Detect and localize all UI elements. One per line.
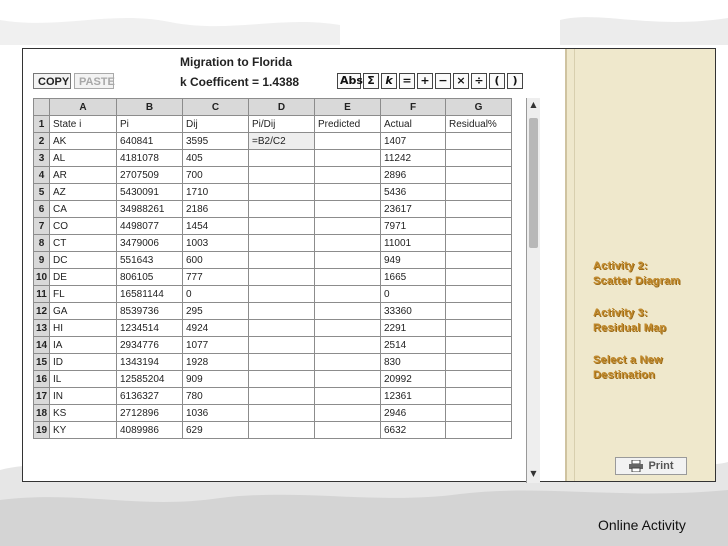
cell-g1[interactable]: Residual% [446,116,512,133]
vertical-scrollbar[interactable] [526,98,540,483]
cell-a4[interactable]: AR [50,167,117,184]
cell-f6[interactable]: 23617 [381,201,446,218]
cell-c1[interactable]: Dij [183,116,249,133]
activity-3-label: Activity 3: [593,307,648,319]
column-header-f[interactable]: F [381,99,446,116]
cell-f9[interactable]: 949 [381,252,446,269]
cell-e15[interactable] [315,354,381,371]
table-row [34,371,512,388]
cell-b2[interactable]: 640841 [117,133,183,150]
column-header-c[interactable]: C [183,99,249,116]
cell-b13[interactable]: 1234514 [117,320,183,337]
cell-a11[interactable]: FL [50,286,117,303]
column-header-a[interactable]: A [50,99,117,116]
cell-d17[interactable] [249,388,315,405]
cell-c2[interactable]: 3595 [183,133,249,150]
cell-e4[interactable] [315,167,381,184]
cell-d10[interactable] [249,269,315,286]
cell-b6[interactable]: 34988261 [117,201,183,218]
cell-a17[interactable]: IN [50,388,117,405]
equals-button[interactable]: = [399,73,415,89]
row-header[interactable]: 5 [34,184,50,201]
cell-c4[interactable]: 700 [183,167,249,184]
cell-c8[interactable]: 1003 [183,235,249,252]
table-row [34,252,512,269]
print-label: Print [648,460,674,472]
spreadsheet-app [28,49,569,481]
cell-e18[interactable] [315,405,381,422]
cell-d5[interactable] [249,184,315,201]
table-row [34,405,512,422]
cell-g6[interactable] [446,201,512,218]
cell-g4[interactable] [446,167,512,184]
table-row [34,235,512,252]
table-row [34,337,512,354]
row-header[interactable]: 8 [34,235,50,252]
cell-a2[interactable]: AK [50,133,117,150]
cell-e3[interactable] [315,150,381,167]
cell-c9[interactable]: 600 [183,252,249,269]
row-header[interactable]: 9 [34,252,50,269]
cell-b17[interactable]: 6136327 [117,388,183,405]
cell-e5[interactable] [315,184,381,201]
abs-button[interactable]: Abs [337,73,361,89]
cell-b7[interactable]: 4498077 [117,218,183,235]
cell-b15[interactable]: 1343194 [117,354,183,371]
cell-d13[interactable] [249,320,315,337]
row-header[interactable]: 15 [34,354,50,371]
cell-a6[interactable]: CA [50,201,117,218]
cell-a10[interactable]: DE [50,269,117,286]
toolbar [28,49,569,93]
table-row [34,354,512,371]
cell-b5[interactable]: 5430091 [117,184,183,201]
cell-g7[interactable] [446,218,512,235]
cell-d15[interactable] [249,354,315,371]
cell-a13[interactable]: HI [50,320,117,337]
cell-c6[interactable]: 2186 [183,201,249,218]
cell-g18[interactable] [446,405,512,422]
print-button[interactable] [615,457,687,475]
cell-e2[interactable] [315,133,381,150]
copy-button[interactable]: COPY [33,73,71,89]
column-header-d[interactable]: D [249,99,315,116]
cell-c3[interactable]: 405 [183,150,249,167]
cell-g13[interactable] [446,320,512,337]
cell-b3[interactable]: 4181078 [117,150,183,167]
k-button[interactable]: k [381,73,397,89]
cell-g3[interactable] [446,150,512,167]
cell-f3[interactable]: 11242 [381,150,446,167]
cell-d8[interactable] [249,235,315,252]
activity-2-title: Scatter Diagram [593,275,681,287]
cell-e7[interactable] [315,218,381,235]
select-destination-link[interactable] [593,353,663,383]
cell-d7[interactable] [249,218,315,235]
row-header[interactable]: 10 [34,269,50,286]
cell-d2[interactable]: =B2/C2 [249,133,315,150]
cell-d12[interactable] [249,303,315,320]
cell-e11[interactable] [315,286,381,303]
cell-d9[interactable] [249,252,315,269]
operator-buttons [337,73,523,89]
cell-a19[interactable]: KY [50,422,117,439]
cell-d6[interactable] [249,201,315,218]
cell-g14[interactable] [446,337,512,354]
footer-caption: Online Activity [598,517,686,533]
cell-d16[interactable] [249,371,315,388]
table-row [34,184,512,201]
activity-2-label: Activity 2: [593,260,648,272]
cell-e13[interactable] [315,320,381,337]
cell-f17[interactable]: 12361 [381,388,446,405]
row-header[interactable]: 17 [34,388,50,405]
row-header[interactable]: 2 [34,133,50,150]
cell-a7[interactable]: CO [50,218,117,235]
cell-f15[interactable]: 830 [381,354,446,371]
cell-b19[interactable]: 4089986 [117,422,183,439]
cell-c10[interactable]: 777 [183,269,249,286]
cell-a15[interactable]: ID [50,354,117,371]
cell-d4[interactable] [249,167,315,184]
cell-b1[interactable]: Pi [117,116,183,133]
cell-e6[interactable] [315,201,381,218]
cell-b12[interactable]: 8539736 [117,303,183,320]
cell-f2[interactable]: 1407 [381,133,446,150]
cell-f14[interactable]: 2514 [381,337,446,354]
cell-g19[interactable] [446,422,512,439]
activity-3-link[interactable] [593,306,666,336]
cell-f4[interactable]: 2896 [381,167,446,184]
table-row [34,167,512,184]
cell-d3[interactable] [249,150,315,167]
cell-d19[interactable] [249,422,315,439]
cell-a9[interactable]: DC [50,252,117,269]
table-row [34,218,512,235]
table-row [34,286,512,303]
multiply-button[interactable]: × [453,73,469,89]
cell-c12[interactable]: 295 [183,303,249,320]
select-destination-line-1: Select a New [593,354,663,366]
cell-e19[interactable] [315,422,381,439]
cell-f7[interactable]: 7971 [381,218,446,235]
cell-d1[interactable]: Pi/Dij [249,116,315,133]
table-row [34,269,512,286]
cell-g9[interactable] [446,252,512,269]
cell-f16[interactable]: 20992 [381,371,446,388]
table-row [34,133,512,150]
cell-f13[interactable]: 2291 [381,320,446,337]
cell-g15[interactable] [446,354,512,371]
table-row [34,201,512,218]
plus-button[interactable]: + [417,73,433,89]
cell-b16[interactable]: 12585204 [117,371,183,388]
column-header-g[interactable]: G [446,99,512,116]
cell-a18[interactable]: KS [50,405,117,422]
sum-button[interactable]: Σ [363,73,379,89]
cell-g2[interactable] [446,133,512,150]
cell-f18[interactable]: 2946 [381,405,446,422]
open-paren-button[interactable]: ( [489,73,505,89]
cell-f10[interactable]: 1665 [381,269,446,286]
cell-a1[interactable]: State i [50,116,117,133]
cell-a12[interactable]: GA [50,303,117,320]
activity-sidebar [565,49,715,481]
cell-g8[interactable] [446,235,512,252]
sheet-title: Migration to Florida [180,55,292,69]
table-row [34,388,512,405]
cell-b11[interactable]: 16581144 [117,286,183,303]
cell-a3[interactable]: AL [50,150,117,167]
cell-g11[interactable] [446,286,512,303]
cell-c16[interactable]: 909 [183,371,249,388]
printer-icon [628,460,644,472]
activity-window [22,48,716,482]
cell-c11[interactable]: 0 [183,286,249,303]
coefficient-label: k Coefficent = 1.4388 [180,75,300,89]
cell-a16[interactable]: IL [50,371,117,388]
table-row [34,422,512,439]
select-destination-line-2: Destination [593,369,656,381]
row-header[interactable]: 11 [34,286,50,303]
minus-button[interactable]: − [435,73,451,89]
cell-c19[interactable]: 629 [183,422,249,439]
row-header[interactable]: 14 [34,337,50,354]
table-row [34,303,512,320]
cell-b8[interactable]: 3479006 [117,235,183,252]
row-header[interactable]: 12 [34,303,50,320]
cell-c7[interactable]: 1454 [183,218,249,235]
row-header[interactable]: 13 [34,320,50,337]
row-header[interactable]: 16 [34,371,50,388]
cell-e10[interactable] [315,269,381,286]
divide-button[interactable]: ÷ [471,73,487,89]
cell-d14[interactable] [249,337,315,354]
cell-d11[interactable] [249,286,315,303]
cell-e17[interactable] [315,388,381,405]
scroll-thumb[interactable] [529,118,538,248]
cell-g16[interactable] [446,371,512,388]
cell-f12[interactable]: 33360 [381,303,446,320]
cell-g17[interactable] [446,388,512,405]
cell-c13[interactable]: 4924 [183,320,249,337]
row-header[interactable]: 1 [34,116,50,133]
cell-e1[interactable]: Predicted [315,116,381,133]
cell-e14[interactable] [315,337,381,354]
cell-b14[interactable]: 2934776 [117,337,183,354]
cell-a5[interactable]: AZ [50,184,117,201]
spreadsheet-grid [33,98,512,439]
cell-a8[interactable]: CT [50,235,117,252]
cell-f8[interactable]: 11001 [381,235,446,252]
activity-3-title: Residual Map [593,322,667,334]
cell-e16[interactable] [315,371,381,388]
cell-f5[interactable]: 5436 [381,184,446,201]
cell-c18[interactable]: 1036 [183,405,249,422]
column-header-e[interactable]: E [315,99,381,116]
cell-d18[interactable] [249,405,315,422]
paste-button[interactable]: PASTE [74,73,114,89]
cell-e8[interactable] [315,235,381,252]
cell-g10[interactable] [446,269,512,286]
row-header[interactable]: 7 [34,218,50,235]
cell-f1[interactable]: Actual [381,116,446,133]
table-row [34,116,512,133]
cell-b4[interactable]: 2707509 [117,167,183,184]
row-header[interactable]: 3 [34,150,50,167]
activity-2-link[interactable] [593,259,680,289]
table-row [34,150,512,167]
cell-a14[interactable]: IA [50,337,117,354]
row-header[interactable]: 18 [34,405,50,422]
cell-c15[interactable]: 1928 [183,354,249,371]
cell-f11[interactable]: 0 [381,286,446,303]
close-paren-button[interactable]: ) [507,73,523,89]
cell-b9[interactable]: 551643 [117,252,183,269]
scroll-up-arrow-icon[interactable]: ▲ [530,100,537,109]
cell-b10[interactable]: 806105 [117,269,183,286]
cell-e9[interactable] [315,252,381,269]
row-header[interactable]: 6 [34,201,50,218]
table-row [34,320,512,337]
column-header-b[interactable]: B [117,99,183,116]
cell-b18[interactable]: 2712896 [117,405,183,422]
cell-c5[interactable]: 1710 [183,184,249,201]
cell-g5[interactable] [446,184,512,201]
scroll-down-arrow-icon[interactable]: ▼ [530,469,537,478]
row-header[interactable]: 19 [34,422,50,439]
cell-f19[interactable]: 6632 [381,422,446,439]
cell-c17[interactable]: 780 [183,388,249,405]
cell-e12[interactable] [315,303,381,320]
cell-c14[interactable]: 1077 [183,337,249,354]
cell-g12[interactable] [446,303,512,320]
row-header[interactable]: 4 [34,167,50,184]
grid-corner[interactable] [34,99,50,116]
